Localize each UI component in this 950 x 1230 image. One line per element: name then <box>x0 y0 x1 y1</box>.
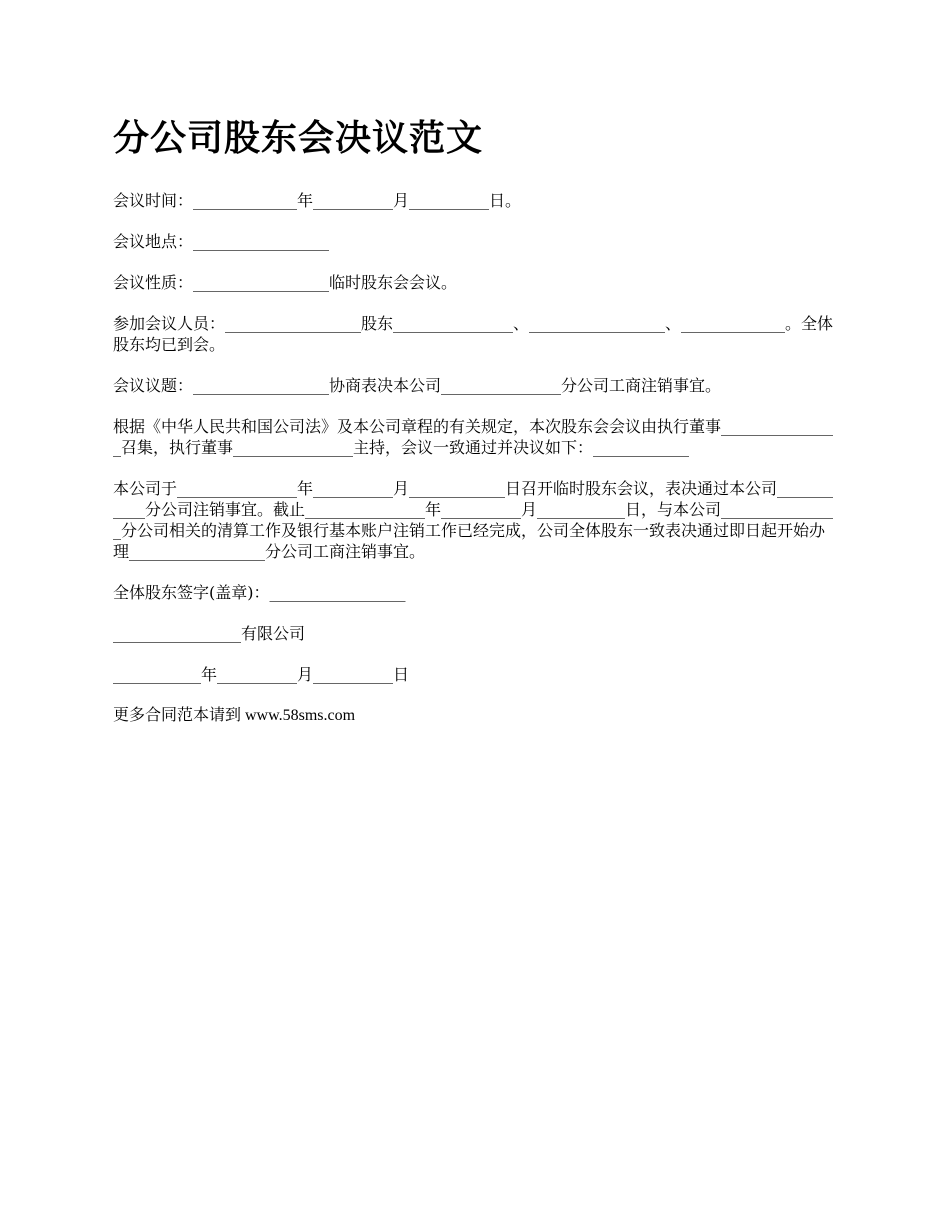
attendees-paragraph: 参加会议人员：_________________股东_______________、_________________、_____________。全体股东均已到会。 <box>113 314 834 354</box>
meeting-nature-line: 会议性质：_________________临时股东会会议。 <box>113 273 458 292</box>
document-title: 分公司股东会决议范文 <box>113 117 484 159</box>
resolution-paragraph: 本公司于_______________年__________月____________日召开临时股东会议，表决通过本公司___________分公司注销事宜。截止_______________年__________月___________日，与本公司_______________分公司相关的清算工作及银行基本账户注销工作已经完成，公司全体股东一致表决通过即日起开始办理_________________分公司工商注销事宜。 <box>113 479 834 561</box>
legal-basis-paragraph: 根据《中华人民共和国公司法》及本公司章程的有关规定，本次股东会会议由执行董事_______________召集，执行董事_______________主持，会议一致通过并决议如下：____________ <box>113 417 834 457</box>
date-line: ___________年__________月__________日 <box>113 665 410 684</box>
document-page <box>113 108 840 746</box>
footer-link-text: 更多合同范本请到 www.58sms.com <box>113 707 356 724</box>
company-name-line: ________________有限公司 <box>113 624 306 643</box>
meeting-location-line: 会议地点：_________________ <box>113 232 330 251</box>
signature-line: 全体股东签字(盖章)：_________________ <box>113 583 406 602</box>
meeting-topic-line: 会议议题：_________________协商表决本公司_______________分公司工商注销事宜。 <box>113 376 722 395</box>
meeting-time-line: 会议时间：_____________年__________月__________日。 <box>113 191 522 210</box>
